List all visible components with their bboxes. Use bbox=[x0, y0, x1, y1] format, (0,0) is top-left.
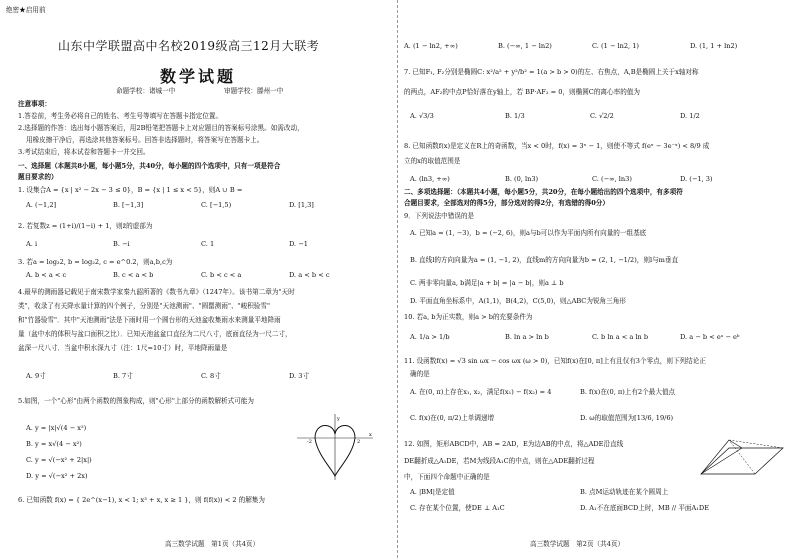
option: D. −1 bbox=[289, 240, 308, 248]
note-line: 3.考试结束后，将本试卷和答题卡一并交回。 bbox=[18, 148, 150, 156]
option: B. 直线l的方向向量为a = (1, −1, 2)，直线m的方向向量为b = (2, 1, −1/2)，则l与m垂直 bbox=[410, 256, 679, 264]
question-4-line: 盆深一尺八寸．当盆中积水深九寸（注：1尺=10寸）时，平地降雨量是 bbox=[18, 344, 228, 352]
question-7-line: 7. 已知F₁, F₂分别是椭圆C: x²/a² + y²/b² = 1(a > b > 0)的左、右焦点，A,B是椭圆上关于x轴对称 bbox=[404, 68, 699, 76]
option: A. b < a < c bbox=[26, 271, 67, 279]
option: A. (ln3, +∞) bbox=[410, 175, 450, 183]
question-4-line: 量（盆中水的体积与盆口面积之比）．已知天池盆盆口直径为二尺八寸，底面直径为一尺二寸， bbox=[18, 330, 292, 338]
option: A. (−1,2] bbox=[26, 201, 57, 209]
option: D. A₁不在底面BCD上时，MB // 平面A₁DE bbox=[580, 504, 710, 512]
option: D. 平面直角坐标系中，A(1,1)，B(4,2)，C(5,0)，则△ABC为锐角三角形 bbox=[410, 297, 626, 305]
option: C. (1 − ln2, 1) bbox=[592, 42, 639, 50]
option: C. b < c < a bbox=[201, 271, 242, 279]
svg-text:y: y bbox=[337, 416, 340, 422]
option: A. 已知a = (1, −3)，b = (−2, 6)，则a与b可以作为平面内所有向量的一组基底 bbox=[410, 229, 647, 237]
option: B. 7寸 bbox=[113, 372, 133, 380]
option: A. 9寸 bbox=[26, 372, 46, 380]
heart-figure bbox=[295, 412, 375, 482]
setter-school: 命题学校：诸城一中 bbox=[116, 87, 176, 95]
option: B. (0, ln3) bbox=[505, 175, 539, 183]
option: B. 点M运动轨迹在某个圆周上 bbox=[580, 488, 669, 496]
option: B. c < a < b bbox=[113, 271, 154, 279]
question-3: 3. 若a = log₃2, b = log₂2, c = e^0.2，则a,b,c为 bbox=[18, 258, 173, 266]
section-heading-cont: 题目要求的） bbox=[18, 173, 58, 181]
option: D. a − b < eᵃ − eᵇ bbox=[680, 333, 740, 341]
notes-title: 注意事项： bbox=[18, 100, 51, 108]
option: B. y = x√(4 − x²) bbox=[26, 440, 82, 448]
question-12-line: 12. 如图，矩形ABCD中，AB = 2AD，E为边AB的中点，将△ADE沿直线 bbox=[404, 440, 624, 448]
section-heading-cont: 合题目要求，全部选对的得5分，部分选对的得2分，有选错的得0分） bbox=[404, 199, 609, 207]
option: A. √3/3 bbox=[410, 112, 434, 120]
option: A. (1 − ln2, +∞) bbox=[404, 42, 458, 50]
option: D. (1, 1 + ln2) bbox=[690, 42, 738, 50]
option: C. f(x)在(0, π/2)上单调递增 bbox=[410, 414, 495, 422]
note-line: 2.选择题的作答：选出每小题答案后，用2B铅笔把答题卡上对应题目的答案标号涂黑。如需改动， bbox=[18, 124, 304, 132]
question-11-line: 确的是 bbox=[410, 370, 430, 378]
subject-title: 数学试题 bbox=[160, 67, 237, 86]
secret-label: 绝密★启用前 bbox=[6, 6, 46, 14]
option: A. 在(0, π)上存在x₁, x₂，满足f(x₁) − f(x₂) = 4 bbox=[410, 388, 552, 396]
question-8-line: 立的x的取值范围是 bbox=[404, 157, 461, 165]
question-4-line: 和"竹器验雪"．其中"天池测雨"法是下雨时用一个圆台形的天池盆收集雨水来测量平地降雨 bbox=[18, 316, 281, 324]
section-heading: 一、选择题（本题共8小题，每小题5分，共40分，每小题的四个选项中，只有一项是符合 bbox=[18, 162, 281, 170]
option: A. |BM|是定值 bbox=[410, 488, 455, 496]
question-11-line: 11. 设函数f(x) = √3 sin ωx − cos ωx (ω > 0)，已知f(x)在[0, π]上有且仅有3个零点，则下列结论正 bbox=[404, 357, 706, 365]
option: D. (−1, 3) bbox=[680, 175, 713, 183]
question-12-line: DE翻折成△A₁DE，若M为线段A₁C的中点，则在△ADE翻折过程 bbox=[404, 457, 595, 465]
note-line: 用橡皮擦干净后，再选涂其他答案标号。回答非选择题时，将答案写在答题卡上。 bbox=[26, 136, 264, 144]
option: A. y = |x|√(4 − x²) bbox=[26, 424, 87, 432]
option: D. [1,3] bbox=[289, 201, 314, 209]
option: D. y = √(−x² + 2x) bbox=[26, 472, 88, 480]
page-footer-left: 高三数学试题 第1页（共4页） bbox=[165, 540, 260, 548]
reviewer-school: 审题学校：滕州一中 bbox=[224, 87, 284, 95]
svg-text:x: x bbox=[369, 432, 372, 438]
option: C. √2/2 bbox=[590, 112, 614, 120]
option: B. [−1,3] bbox=[113, 201, 144, 209]
question-4-line: 4.最早的测雨器记载见于南宋数学家秦九韶所著的《数书九章》（1247年）。该书第二章为"天时 bbox=[18, 288, 295, 296]
option: B. (−∞, 1 − ln2) bbox=[498, 42, 552, 50]
question-6: 6. 已知函数 f(x) = { 2e^(x−1), x < 1; x³ + x, x ≥ 1 }，则 f(f(x)) < 2 的解集为 bbox=[18, 496, 265, 504]
option: C. 8寸 bbox=[201, 372, 221, 380]
section-heading: 二、多项选择题：（本题共4小题，每小题5分，共20分，在每小题给出的四个选项中，有多项符 bbox=[404, 188, 683, 196]
question-5: 5.如图，一个"心形"由两个函数的图象构成，则"心形"上部分的函数解析式可能为 bbox=[18, 397, 255, 405]
option: B. −i bbox=[113, 240, 130, 248]
question-4-line: 类"，收录了有关降水量计算的四个例子，分别是"天池测雨"、"圆罂测雨"、"峻积验雪" bbox=[18, 302, 271, 310]
svg-text:-2: -2 bbox=[307, 439, 312, 445]
option: B. f(x)在(0, π)上有2个最大值点 bbox=[580, 388, 676, 396]
option: D. 3寸 bbox=[289, 372, 310, 380]
fold-figure bbox=[695, 436, 790, 482]
option: D. ω的取值范围为[13/6, 19/6) bbox=[580, 414, 674, 422]
option: C. (−∞, ln3) bbox=[592, 175, 632, 183]
option: D. a < b < c bbox=[289, 271, 330, 279]
svg-text:2: 2 bbox=[357, 439, 361, 445]
question-12-line: 中，下面四个命题中正确的是 bbox=[404, 473, 490, 481]
option: C. [−1,5) bbox=[201, 201, 232, 209]
question-8-line: 8. 已知函数f(x)是定义在R上的奇函数，当x < 0时，f(x) = 3ˣ − 1，则使不等式 f(eˣ − 3e⁻ˣ) < 8/9 成 bbox=[404, 142, 710, 150]
question-1: 1. 设集合A = {x | x² − 2x − 3 ≤ 0}，B = {x | 1 ≤ x < 5}，则A ∪ B = bbox=[18, 186, 243, 194]
option: C. b ln a < a ln b bbox=[592, 333, 649, 341]
question-2: 2. 若复数z = (1+i)/(1−i) + 1，则z̄的虚部为 bbox=[18, 222, 153, 230]
exam-title: 山东中学联盟高中名校2019级高三12月大联考 bbox=[58, 39, 320, 53]
question-10: 10. 若a, b为正实数，则a > b的充要条件为 bbox=[404, 313, 533, 321]
question-9: 9．下列说法中错误的是 bbox=[404, 212, 475, 220]
option: B. ln a > ln b bbox=[505, 333, 549, 341]
option: C. 存在某个位置，使DE ⊥ A₁C bbox=[410, 504, 505, 512]
note-line: 1.答卷前，考生务必将自己的姓名、考生号等填写在答题卡指定位置。 bbox=[18, 112, 223, 120]
option: B. 1/3 bbox=[505, 112, 525, 120]
option: A. 1/a > 1/b bbox=[410, 333, 450, 341]
option: A. i bbox=[26, 240, 38, 248]
option: C. 1 bbox=[201, 240, 215, 248]
option: D. 1/2 bbox=[680, 112, 700, 120]
question-7-line: 的两点，AF₂的中点P恰好落在y轴上，若 BP·AF₂ = 0，则椭圆C的离心率的值为 bbox=[404, 88, 640, 96]
page-divider bbox=[397, 0, 398, 558]
option: C. y = √(−x² + 2|x|) bbox=[26, 456, 92, 464]
page-footer-right: 高三数学试题 第2页（共4页） bbox=[530, 540, 625, 548]
option: C. 两非零向量a, b满足|a + b| = |a − b|，则a ⊥ b bbox=[410, 279, 564, 287]
